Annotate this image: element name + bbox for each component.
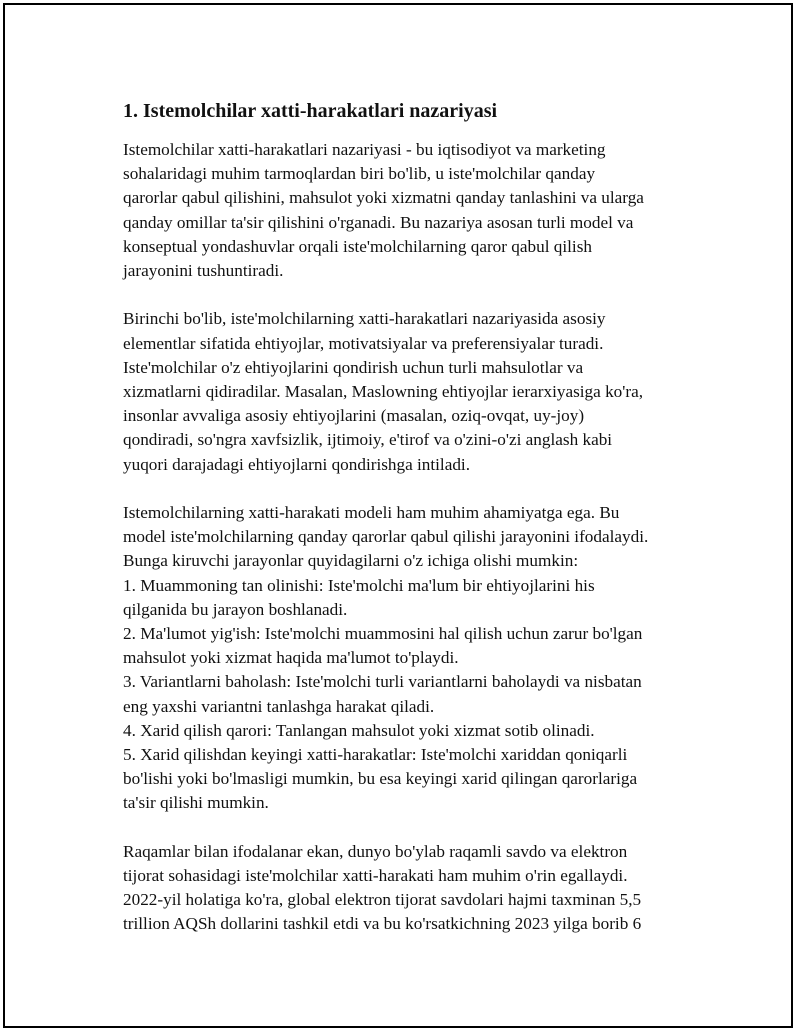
text-line: qondiradi, so'ngra xavfsizlik, ijtimoiy, e'tirof va o'zini-o'zi anglash kabi (123, 430, 613, 450)
text-line: 1. Muammoning tan olinishi: Iste'molchi ma'lum bir ehtiyojlarini his (123, 575, 595, 595)
paragraph (123, 501, 693, 816)
text-line: qarorlar qabul qilishini, mahsulot yoki xizmatni qanday tanlashini va ularga (123, 188, 644, 208)
document-body (123, 97, 693, 961)
text-line: ta'sir qilishi mumkin. (123, 793, 269, 813)
text-line: eng yaxshi variantni tanlashga harakat qiladi. (123, 696, 435, 716)
document-heading: 1. Istemolchilar xatti-harakatlari nazariyasi (123, 100, 498, 122)
text-line: Iste'molchilar o'z ehtiyojlarini qondirish uchun turli mahsulotlar va (123, 357, 584, 377)
text-line: mahsulot yoki xizmat haqida ma'lumot to'playdi. (123, 648, 459, 668)
text-line: insonlar avvaliga asosiy ehtiyojlarini (masalan, oziq-ovqat, uy-joy) (123, 406, 585, 426)
text-line: Bunga kiruvchi jarayonlar quyidagilarni o'z ichiga olishi mumkin: (123, 551, 579, 571)
text-line: bo'lishi yoki bo'lmasligi mumkin, bu esa keyingi xarid qilingan qarorlariga (123, 769, 638, 789)
text-line: 4. Xarid qilish qarori: Tanlangan mahsulot yoki xizmat sotib olinadi. (123, 720, 595, 740)
paragraph (123, 840, 693, 937)
text-line: xizmatlarni qidiradilar. Masalan, Maslowning ehtiyojlar ierarxiyasiga ko'ra, (123, 382, 643, 402)
text-line: yuqori darajadagi ehtiyojlarni qondirishga intiladi. (123, 454, 471, 474)
text-line: elementlar sifatida ehtiyojlar, motivatsiyalar va preferensiyalar turadi. (123, 333, 604, 353)
text-line: tijorat sohasidagi iste'molchilar xatti-harakati ham muhim o'rin egallaydi. (123, 866, 628, 886)
text-line: 3. Variantlarni baholash: Iste'molchi turli variantlarni baholaydi va nisbatan (123, 672, 642, 692)
text-line: Istemolchilar xatti-harakatlari nazariyasi - bu iqtisodiyot va marketing (123, 140, 606, 159)
text-line: konseptual yondashuvlar orqali iste'molchilarning qaror qabul qilish (123, 236, 592, 256)
paragraph-container (123, 138, 693, 937)
text-line: 5. Xarid qilishdan keyingi xatti-harakatlar: Iste'molchi xariddan qoniqarli (123, 745, 628, 765)
text-line: model iste'molchilarning qanday qarorlar qabul qilishi jarayonini ifodalaydi. (123, 527, 649, 547)
text-line: Birinchi bo'lib, iste'molchilarning xatti-harakatlari nazariyasida asosiy (123, 309, 606, 329)
paragraph (123, 307, 693, 476)
text-line: qanday omillar ta'sir qilishini o'rganadi. Bu nazariya asosan turli model va (123, 212, 634, 232)
text-line: trillion AQSh dollarini tashkil etdi va bu ko'rsatkichning 2023 yilga borib 6 (123, 914, 642, 934)
document-page (3, 3, 793, 1028)
text-line: sohalaridagi muhim tarmoqlardan biri bo'lib, u iste'molchilar qanday (123, 164, 596, 184)
text-line: jarayonini tushuntiradi. (123, 261, 284, 281)
paragraph (123, 138, 693, 283)
text-line: Raqamlar bilan ifodalanar ekan, dunyo bo'ylab raqamli savdo va elektron (123, 841, 628, 861)
text-line: Istemolchilarning xatti-harakati modeli ham muhim ahamiyatga ega. Bu (123, 503, 620, 523)
text-line: 2. Ma'lumot yig'ish: Iste'molchi muammosini hal qilish uchun zarur bo'lgan (123, 624, 643, 644)
text-line: 2022-yil holatiga ko'ra, global elektron tijorat savdolari hajmi taxminan 5,5 (123, 890, 642, 910)
text-line: qilganida bu jarayon boshlanadi. (123, 599, 348, 619)
